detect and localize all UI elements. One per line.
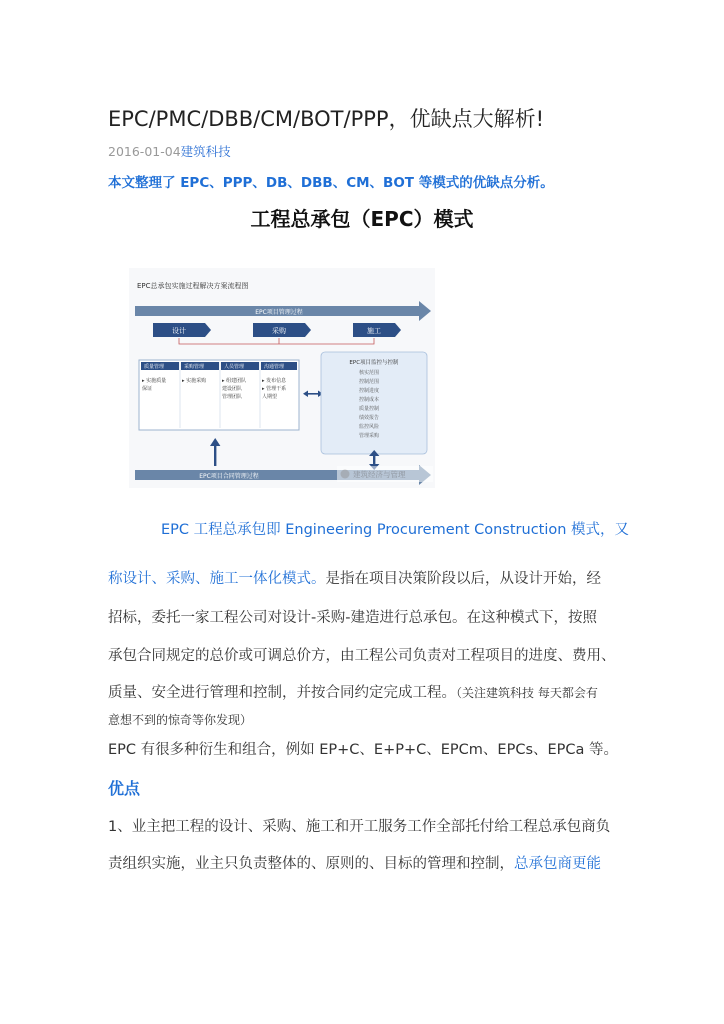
control-item: 管理采购 (359, 433, 380, 439)
column-item: 管理团队 (222, 394, 243, 400)
control-title: EPC项目监控与控制 (349, 360, 399, 366)
follow-note-line: 意想不到的惊奇等你发现） (108, 713, 253, 727)
paragraph-line (108, 567, 628, 588)
bottom-bar-label: EPC项目合同管理过程 (199, 473, 259, 480)
body-text: 责组织实施，业主只负责整体的、原则的、目标的管理和控制， (108, 856, 514, 872)
control-item: 绩效报告 (359, 415, 380, 421)
column-item: 保证 (142, 386, 153, 392)
paragraph-line (108, 681, 628, 702)
paragraph-line (108, 852, 628, 873)
section-heading-epc: 工程总承包（EPC）模式 (250, 207, 474, 231)
wechat-icon (341, 470, 350, 479)
column-item: ▸ 实施质量 (142, 378, 167, 384)
epc-process-diagram (129, 268, 435, 488)
article-lead: 本文整理了 EPC、PPP、DB、DBB、CM、BOT 等模式的优缺点分析。 (108, 175, 554, 191)
column-header: 采购管理 (184, 364, 205, 370)
double-arrow-icon (303, 391, 323, 398)
advantages-heading: 优点 (108, 779, 141, 798)
column-item: ▸ 发布信息 (262, 378, 287, 384)
column-item: ▸ 实施采购 (182, 378, 207, 384)
follow-note: （关注建筑科技 每天都会有 (456, 686, 598, 700)
phase-procurement (253, 323, 311, 337)
column-item: ▸ 组建团队 (222, 378, 247, 384)
article-meta (108, 142, 231, 160)
column-header: 质量管理 (144, 364, 165, 370)
phase-construction (353, 323, 401, 337)
publish-date: 2016-01-04 (108, 144, 181, 159)
paragraph-line: EPC 工程总承包即 Engineering Procurement Construction 模式，又 (161, 522, 630, 538)
body-text: 质量、安全进行管理和控制，并按合同约定完成工程。 (108, 685, 456, 701)
phase-label: 施工 (367, 327, 381, 335)
diagram-svg (129, 268, 435, 488)
feedback-line (179, 338, 374, 344)
paragraph-line: 招标，委托一家工程公司对设计-采购-建造进行总承包。在这种模式下，按照 (108, 610, 597, 626)
control-item: 控制进度 (359, 388, 380, 394)
article-title: EPC/PMC/DBB/CM/BOT/PPP，优缺点大解析! (108, 107, 544, 131)
paragraph-line: 1、业主把工程的设计、采购、施工和开工服务工作全部托付给工程总承包商负 (108, 819, 611, 835)
top-bar-label: EPC项目管理过程 (255, 309, 303, 316)
paragraph-line: EPC 有很多种衍生和组合，例如 EP+C、E+P+C、EPCm、EPCs、EPCa 等。 (108, 742, 619, 758)
control-panel (321, 352, 427, 454)
column-item: 人期望 (262, 394, 278, 400)
column-item: 建设团队 (222, 386, 243, 392)
wechat-watermark (337, 466, 433, 482)
control-item: 监控风险 (359, 424, 380, 430)
up-arrow-icon (210, 438, 220, 466)
highlight-text: 总承包商更能 (514, 856, 601, 872)
column-header: 沟通管理 (264, 364, 285, 370)
phase-label: 设计 (172, 327, 186, 335)
highlight-text: 称设计、采购、施工一体化模式。 (108, 571, 326, 587)
top-bar (135, 301, 431, 321)
control-item: 控制成本 (359, 397, 380, 403)
column-header: 人员管理 (224, 364, 245, 370)
control-item: 控制范围 (359, 379, 380, 385)
phase-design (153, 323, 211, 337)
diagram-title: EPC总承包实施过程解决方案流程图 (137, 282, 249, 290)
management-panel (139, 360, 299, 430)
column-item: ▸ 管理干系 (262, 386, 287, 392)
control-item: 核实范围 (359, 370, 380, 376)
phase-label: 采购 (272, 327, 286, 335)
body-text: 是指在项目决策阶段以后，从设计开始，经 (325, 571, 601, 587)
watermark-text: 建筑经济与管理 (353, 470, 406, 479)
author-link[interactable]: 建筑科技 (180, 144, 231, 159)
control-item: 质量控制 (359, 406, 380, 412)
paragraph-line: 承包合同规定的总价或可调总价方，由工程公司负责对工程项目的进度、费用、 (108, 648, 616, 664)
